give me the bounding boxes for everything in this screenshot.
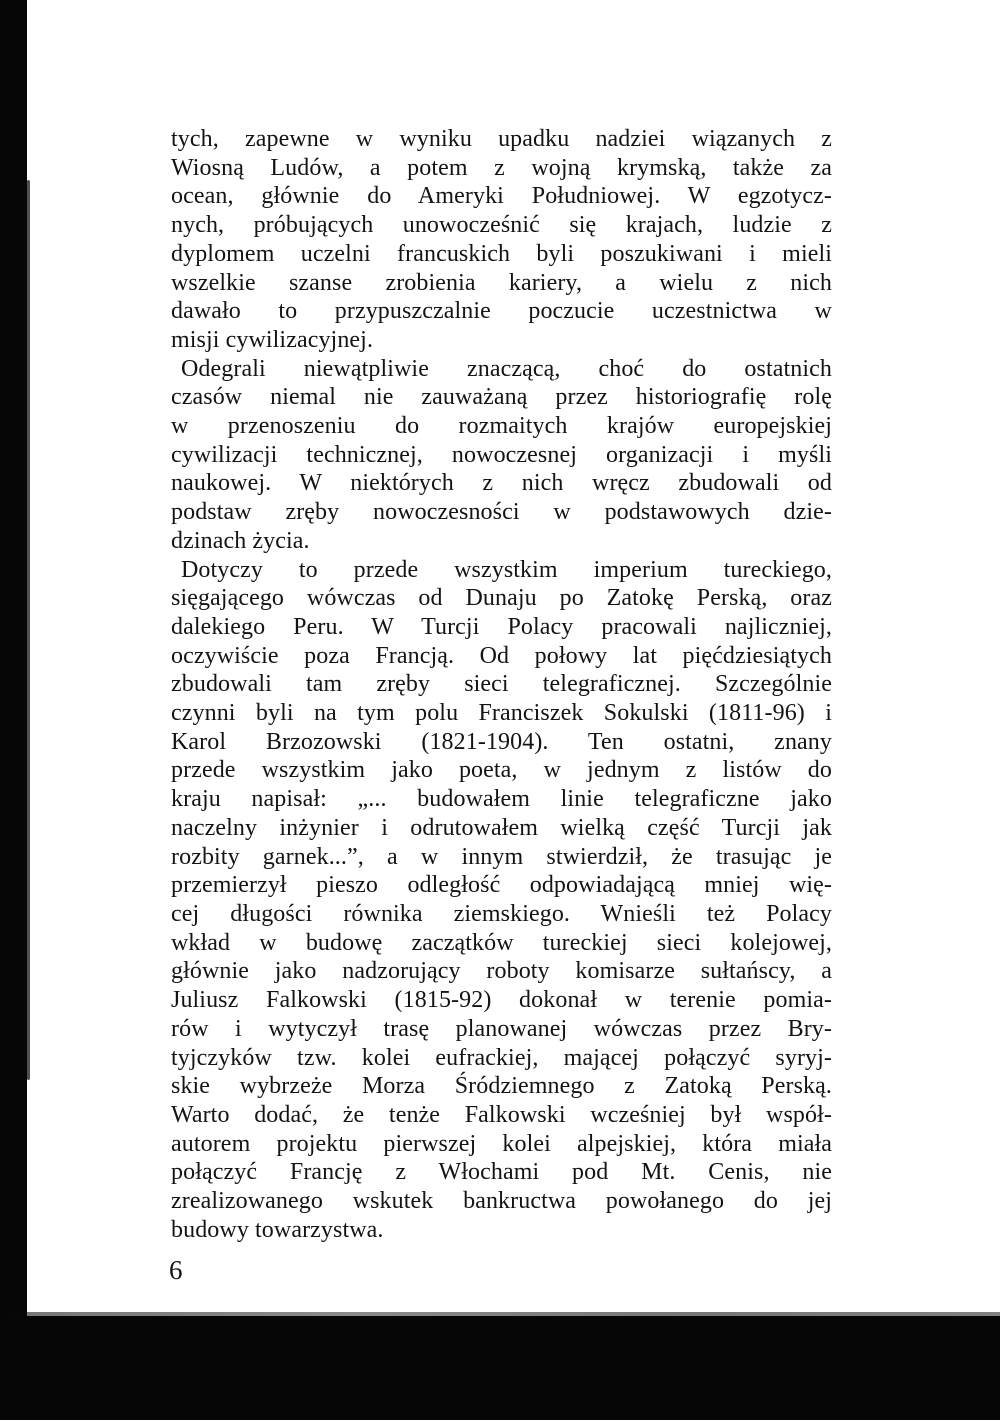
text-line: dalekiego Peru. W Turcji Polacy pracowali najliczniej, xyxy=(171,613,832,640)
text-line: misji cywilizacyjnej. xyxy=(171,326,374,353)
text-line: naczelny inżynier i odrutowałem wielką część Turcji jak xyxy=(171,814,832,841)
text-line: sięgającego wówczas od Dunaju po Zatokę Perską, oraz xyxy=(171,585,832,612)
text-line: Warto dodać, że tenże Falkowski wcześniej był współ- xyxy=(171,1101,832,1128)
paragraph xyxy=(171,556,832,1245)
text-line: wkład w budowę zaczątków tureckiej sieci kolejowej, xyxy=(171,929,832,956)
text-line: tyjczyków tzw. kolei eufrackiej, mającej połączyć syryj- xyxy=(171,1044,832,1071)
text-line: wszelkie szanse zrobienia kariery, a wielu z nich xyxy=(171,269,832,296)
text-line: głównie jako nadzorujący roboty komisarze sułtańscy, a xyxy=(171,958,832,985)
text-line: dyplomem uczelni francuskich byli poszukiwani i mieli xyxy=(171,240,832,267)
text-line: tych, zapewne w wyniku upadku nadziei wiązanych z xyxy=(171,126,832,152)
text-line: nych, próbujących unowocześnić się krajach, ludzie z xyxy=(171,212,832,239)
text-line: Wiosną Ludów, a potem z wojną krymską, także za xyxy=(171,154,832,181)
text-line: czynni byli na tym polu Franciszek Sokulski (1811-96) i xyxy=(171,700,832,727)
text-line: Karol Brzozowski (1821-1904). Ten ostatni, znany xyxy=(171,728,832,755)
text-line: budowy towarzystwa. xyxy=(171,1216,384,1243)
text-line: czasów niemal nie zauważaną przez historiografię rolę xyxy=(171,384,832,411)
text-line: oczywiście poza Francją. Od połowy lat pięćdziesiątych xyxy=(171,642,832,669)
text-line: zbudowali tam zręby sieci telegraficznej. Szczególnie xyxy=(171,671,832,698)
text-line: przede wszystkim jako poeta, w jednym z listów do xyxy=(171,757,832,784)
text-line: kraju napisał: „... budowałem linie telegraficzne jako xyxy=(171,786,832,813)
text-line: cej długości równika ziemskiego. Wnieśli też Polacy xyxy=(171,900,832,927)
paragraph xyxy=(171,355,832,556)
text-line: zrealizowanego wskutek bankructwa powołanego do jej xyxy=(171,1188,832,1215)
paragraph xyxy=(171,125,832,355)
text-line: cywilizacji technicznej, nowoczesnej organizacji i myśli xyxy=(171,441,832,468)
text-line: Dotyczy to przede wszystkim imperium tureckiego, xyxy=(181,556,832,583)
text-line: podstaw zręby nowoczesności w podstawowych dzie- xyxy=(171,499,832,526)
scan-edge-left xyxy=(0,0,27,1420)
text-line: połączyć Francję z Włochami pod Mt. Cenis, nie xyxy=(171,1159,832,1186)
text-line: dawało to przypuszczalnie poczucie uczestnictwa w xyxy=(171,298,832,325)
text-line: dzinach życia. xyxy=(171,527,310,554)
text-line: skie wybrzeże Morza Śródziemnego z Zatoką Perską. xyxy=(171,1073,832,1100)
text-line: autorem projektu pierwszej kolei alpejskiej, która miała xyxy=(171,1130,832,1157)
page-number: 6 xyxy=(169,1255,183,1285)
text-line: ocean, głównie do Ameryki Południowej. W egzotycz- xyxy=(171,183,832,210)
text-line: rów i wytyczył trasę planowanej wówczas przez Bry- xyxy=(171,1015,832,1042)
scan-edge-bottom xyxy=(0,1316,1000,1420)
text-line: Odegrali niewątpliwie znaczącą, choć do ostatnich xyxy=(181,355,832,382)
text-block xyxy=(171,125,832,1244)
text-line: przemierzył pieszo odległość odpowiadającą mniej wię- xyxy=(171,872,832,899)
text-line: naukowej. W niektórych z nich wręcz zbudowali od xyxy=(171,470,832,497)
text-line: Juliusz Falkowski (1815-92) dokonał w terenie pomia- xyxy=(171,987,832,1014)
text-line: rozbity garnek...”, a w innym stwierdził, że trasując je xyxy=(171,843,832,870)
text-line: w przenoszeniu do rozmaitych krajów europejskiej xyxy=(171,413,832,440)
